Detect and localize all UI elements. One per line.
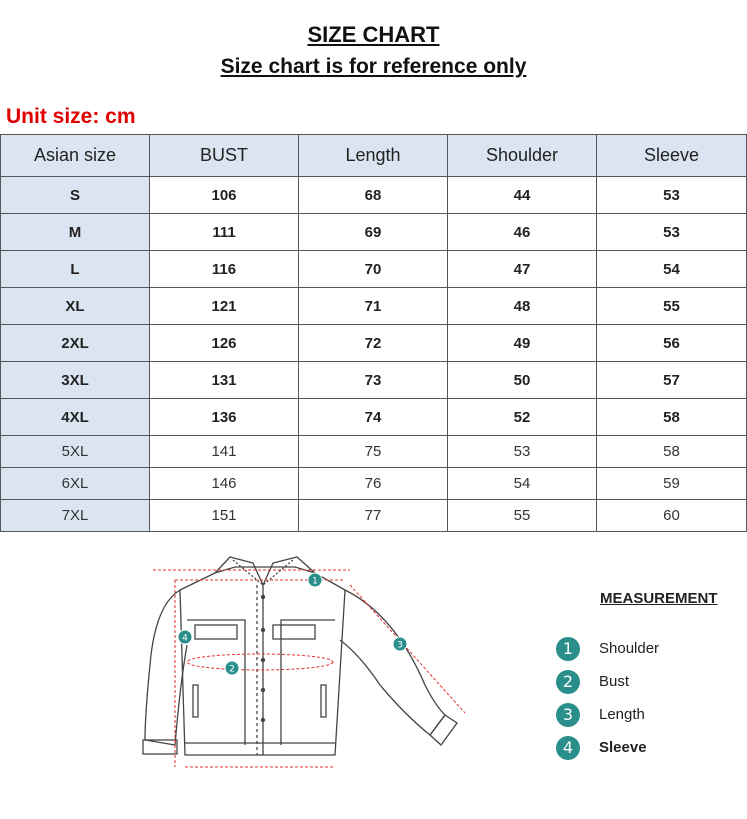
table-row <box>1 288 747 325</box>
number-4-icon: 4 <box>556 736 580 760</box>
size-cell: L <box>1 251 150 288</box>
shoulder-cell: 54 <box>448 468 597 500</box>
size-cell: 7XL <box>1 500 150 532</box>
bust-cell: 106 <box>150 177 299 214</box>
sleeve-cell: 56 <box>597 325 747 362</box>
bust-cell: 111 <box>150 214 299 251</box>
reference-note: Size chart is for reference only <box>220 55 527 78</box>
shoulder-cell: 48 <box>448 288 597 325</box>
length-cell: 73 <box>299 362 448 399</box>
sleeve-cell: 58 <box>597 399 747 436</box>
size-cell: 5XL <box>1 436 150 468</box>
sleeve-cell: 57 <box>597 362 747 399</box>
table-row <box>1 362 747 399</box>
size-cell: S <box>1 177 150 214</box>
table-row <box>1 325 747 362</box>
bust-cell: 121 <box>150 288 299 325</box>
table-row <box>1 436 747 468</box>
sleeve-cell: 54 <box>597 251 747 288</box>
length-cell: 76 <box>299 468 448 500</box>
shoulder-cell: 47 <box>448 251 597 288</box>
marker-1-label: 1 <box>312 576 318 587</box>
shoulder-cell: 49 <box>448 325 597 362</box>
shoulder-cell: 50 <box>448 362 597 399</box>
right-sleeve-outline <box>340 590 445 735</box>
bust-cell: 136 <box>150 399 299 436</box>
measurement-legend-title: MEASUREMENT <box>600 590 718 607</box>
marker-2 <box>225 661 239 675</box>
marker-3-label: 3 <box>397 640 403 651</box>
length-cell: 75 <box>299 436 448 468</box>
sleeve-cell: 59 <box>597 468 747 500</box>
length-cell: 71 <box>299 288 448 325</box>
legend-label: Bust <box>599 673 630 690</box>
bust-cell: 131 <box>150 362 299 399</box>
bust-cell: 151 <box>150 500 299 532</box>
shoulder-cell: 46 <box>448 214 597 251</box>
shoulder-cell: 53 <box>448 436 597 468</box>
right-cuff <box>430 715 457 745</box>
table-row <box>1 500 747 532</box>
sleeve-cell: 58 <box>597 436 747 468</box>
collar-stitch <box>233 560 293 585</box>
shoulder-cell: 52 <box>448 399 597 436</box>
right-hand-pocket <box>321 685 326 717</box>
length-cell: 70 <box>299 251 448 288</box>
marker-1 <box>308 573 322 587</box>
marker-3 <box>393 637 407 651</box>
left-hand-pocket <box>193 685 198 717</box>
left-pocket-flap <box>195 625 237 639</box>
table-row <box>1 214 747 251</box>
button <box>261 688 265 692</box>
column-header: Length <box>299 135 448 177</box>
marker-4-label: 4 <box>182 633 188 644</box>
length-cell: 72 <box>299 325 448 362</box>
bust-cell: 116 <box>150 251 299 288</box>
sleeve-cell: 53 <box>597 177 747 214</box>
length-cell: 77 <box>299 500 448 532</box>
button <box>261 595 265 599</box>
shoulder-cell: 55 <box>448 500 597 532</box>
sleeve-cell: 60 <box>597 500 747 532</box>
number-2-icon: 2 <box>556 670 580 694</box>
button <box>261 628 265 632</box>
column-header: BUST <box>150 135 299 177</box>
bust-cell: 146 <box>150 468 299 500</box>
column-header: Asian size <box>1 135 150 177</box>
unit-label: Unit size: cm <box>6 105 136 128</box>
length-cell: 74 <box>299 399 448 436</box>
bust-cell: 126 <box>150 325 299 362</box>
column-header: Shoulder <box>448 135 597 177</box>
table-row <box>1 399 747 436</box>
marker-2-label: 2 <box>229 664 235 675</box>
size-cell: 6XL <box>1 468 150 500</box>
button <box>261 658 265 662</box>
table-header-row <box>1 135 747 177</box>
length-cell: 69 <box>299 214 448 251</box>
sleeve-guide-line <box>350 585 465 713</box>
table-row <box>1 177 747 214</box>
jacket-diagram <box>135 545 485 775</box>
size-cell: XL <box>1 288 150 325</box>
bust-guide-ellipse <box>187 654 333 670</box>
marker-4 <box>178 630 192 644</box>
size-chart-title: SIZE CHART <box>307 22 440 47</box>
legend-label: Length <box>599 706 645 723</box>
length-cell: 68 <box>299 177 448 214</box>
sleeve-cell: 53 <box>597 214 747 251</box>
button <box>261 718 265 722</box>
column-header: Sleeve <box>597 135 747 177</box>
collar-outline <box>215 557 315 585</box>
table-row <box>1 251 747 288</box>
size-table <box>0 134 747 532</box>
size-cell: 4XL <box>1 399 150 436</box>
shoulder-cell: 44 <box>448 177 597 214</box>
size-cell: 2XL <box>1 325 150 362</box>
legend-label: Shoulder <box>599 640 660 657</box>
sleeve-cell: 55 <box>597 288 747 325</box>
table-row <box>1 468 747 500</box>
size-cell: 3XL <box>1 362 150 399</box>
size-cell: M <box>1 214 150 251</box>
number-3-icon: 3 <box>556 703 580 727</box>
right-pocket-flap <box>273 625 315 639</box>
number-1-icon: 1 <box>556 637 580 661</box>
legend-label: Sleeve <box>599 739 647 756</box>
bust-cell: 141 <box>150 436 299 468</box>
